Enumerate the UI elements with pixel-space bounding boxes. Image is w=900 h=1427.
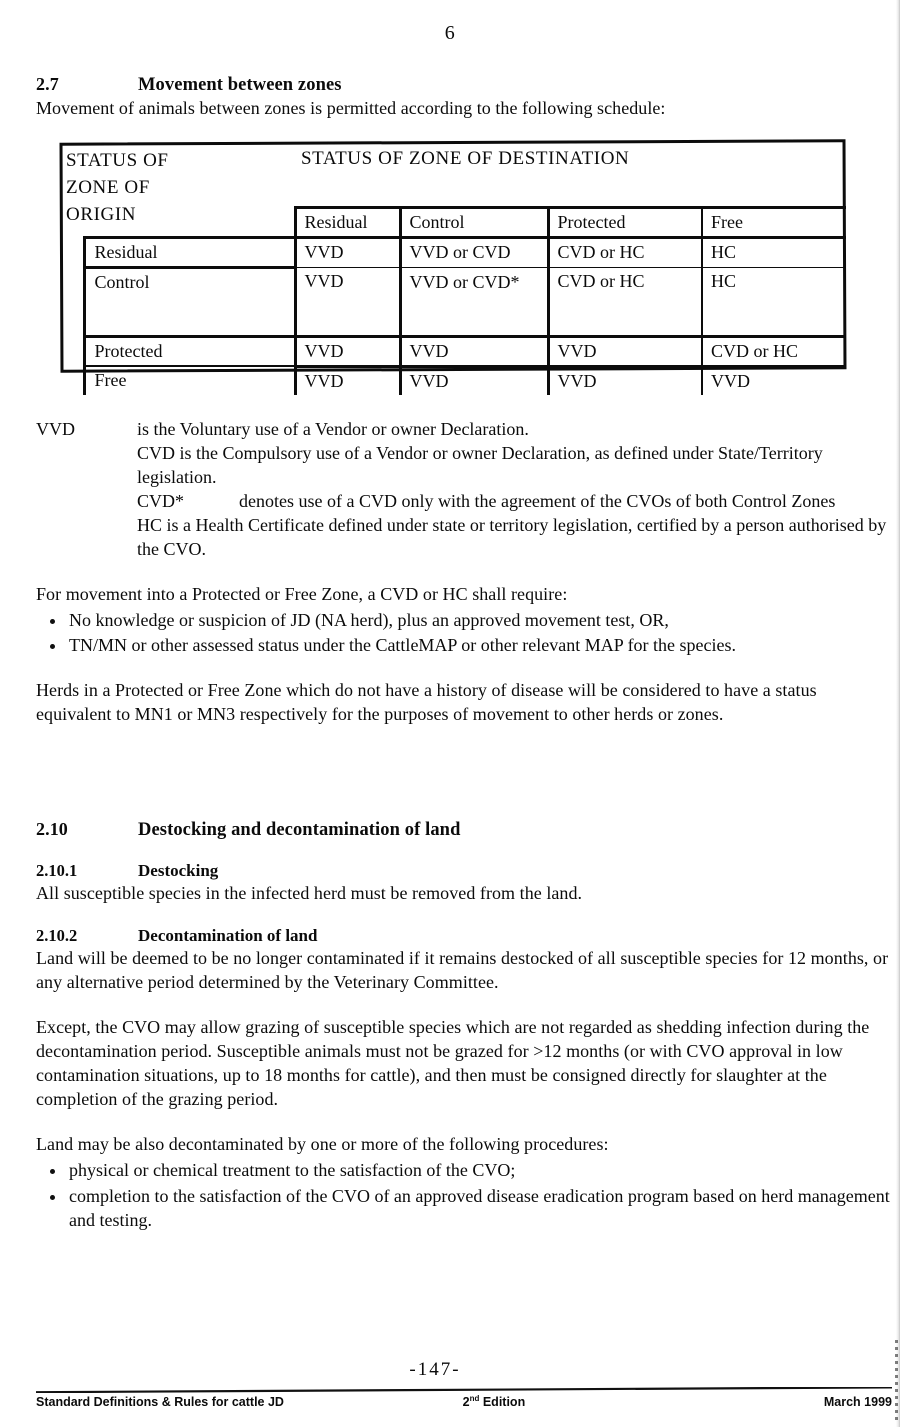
list-item: TN/MN or other assessed status under the CattleMAP or other relevant MAP for the species. — [36, 634, 892, 658]
section-number-2-10-2: 2.10.2 — [36, 926, 78, 946]
definition-body — [137, 417, 892, 562]
section-2-10-2-except-paragraph: Except, the CVO may allow grazing of susceptible species which are not regarded as shedding infection during the decontamination period. Susceptible animals must not be grazed for >12 months (or with CVO approval in low contamination situations, up to 18 months for cattle), and then must be consigned directly for slaughter at the completion of the grazing period. — [36, 1017, 870, 1109]
movement-requirements-list — [36, 609, 892, 659]
definition-key-vvd: VVD — [36, 418, 75, 439]
cell-control-control: VVD or CVD* — [400, 267, 548, 336]
page-content — [36, 74, 892, 1233]
cell-free-control: VVD — [400, 366, 548, 395]
list-item: physical or chemical treatment to the satisfaction of the CVO; — [36, 1159, 892, 1183]
cell-protected-free: CVD or HC — [702, 336, 846, 366]
definition-tag-cvd-star: CVD* — [137, 491, 185, 512]
section-heading-2-10 — [36, 819, 892, 841]
cell-free-free: VVD — [702, 366, 846, 395]
origin-header-cell — [60, 141, 295, 238]
zone-movement-table-wrap — [60, 141, 846, 395]
cell-free-residual: VVD — [295, 366, 400, 395]
column-header-free: Free — [702, 207, 846, 237]
left-gutter-column — [60, 237, 84, 395]
page-number-bottom: -147- — [409, 1358, 461, 1380]
list-item: completion to the satisfaction of the CVO of an approved disease eradication program based on herd management and testing. — [36, 1185, 892, 1233]
definition-cvd — [137, 441, 892, 489]
section-title-2-10: Destocking and decontamination of land — [138, 820, 461, 841]
cell-control-protected: CVD or HC — [548, 267, 702, 336]
cell-free-protected: VVD — [548, 366, 702, 395]
section-title-2-7: Movement between zones — [138, 75, 342, 95]
section-title-2-10-2: Decontamination of land — [138, 926, 318, 946]
origin-header-line-1: STATUS OF — [66, 149, 169, 171]
cell-protected-protected: VVD — [548, 336, 702, 366]
row-origin-protected: Protected — [84, 336, 295, 366]
definition-cvd-text: is the Compulsory use of a Vendor or owner Declaration, as defined under State/Territory legislation. — [137, 443, 823, 488]
section-heading-2-10-2 — [36, 926, 892, 946]
cell-residual-free: HC — [702, 237, 846, 267]
table-row — [60, 267, 846, 336]
table-row — [60, 237, 846, 267]
section-2-10-2-body: Land will be deemed to be no longer contaminated if it remains destocked of all susceptible species for 12 months, or any alternative period determined by the Veterinary Committee. — [36, 948, 889, 993]
section-2-10-1-body: All susceptible species in the infected herd must be removed from the land. — [36, 883, 583, 904]
row-origin-residual: Residual — [84, 237, 295, 267]
movement-requirements-intro: For movement into a Protected or Free Zone, a CVD or HC shall require: — [36, 583, 568, 604]
footer-edition-word: Edition — [479, 1395, 526, 1409]
cell-residual-protected: CVD or HC — [548, 237, 702, 267]
table-header-row-top — [60, 141, 846, 208]
section-title-2-10-1: Destocking — [138, 861, 219, 881]
zone-movement-table — [60, 141, 846, 395]
column-header-control: Control — [400, 207, 548, 237]
definition-vvd-text: is the Voluntary use of a Vendor or owner Declaration. — [137, 418, 529, 439]
scan-edge-artifact-bottom — [895, 1340, 898, 1420]
row-origin-free: Free — [84, 366, 295, 395]
cell-residual-residual: VVD — [295, 237, 400, 267]
definition-cvd-star-text: denotes use of a CVD only with the agreement of the CVOs of both Control Zones — [239, 491, 836, 512]
page-number-top: 6 — [444, 22, 456, 44]
definition-tag-cvd: CVD — [137, 443, 176, 464]
herds-status-note: Herds in a Protected or Free Zone which do not have a history of disease will be considered to have a status equivalent to MN1 or MN3 respectively for the purposes of movement to other herds or zones. — [36, 680, 817, 725]
footer-edition-number: 2 — [462, 1395, 470, 1409]
page-footer — [36, 1359, 892, 1409]
section-number-2-10-1: 2.10.1 — [36, 861, 78, 881]
section-2-7-intro: Movement of animals between zones is permitted according to the following schedule: — [36, 98, 666, 118]
row-origin-control: Control — [84, 267, 295, 336]
definition-hc-text: is a Health Certificate defined under state or territory legislation, certified by a person authorised by the CVO. — [137, 515, 887, 560]
footer-left-text: Standard Definitions & Rules for cattle JD — [36, 1395, 284, 1409]
procedures-list — [36, 1159, 892, 1233]
section-number-2-10: 2.10 — [36, 819, 68, 840]
origin-header-line-2: ZONE OF — [66, 176, 150, 198]
abbreviation-definitions — [36, 417, 892, 562]
footer-date: March 1999 — [823, 1395, 892, 1409]
cell-residual-control: VVD or CVD — [400, 237, 548, 267]
origin-header-line-3: ORIGIN — [66, 203, 137, 225]
definition-cvd-star — [137, 489, 892, 513]
list-item: No knowledge or suspicion of JD (NA herd), plus an approved movement test, OR, — [36, 609, 892, 633]
footer-edition — [463, 1394, 646, 1409]
section-heading-2-7 — [36, 74, 892, 96]
footer-row — [36, 1394, 892, 1409]
procedures-intro: Land may be also decontaminated by one or more of the following procedures: — [36, 1133, 609, 1154]
cell-protected-control: VVD — [400, 336, 548, 366]
scan-edge-artifact — [896, 0, 900, 1427]
column-header-protected: Protected — [548, 207, 702, 237]
definition-hc — [137, 513, 892, 561]
section-heading-2-10-1 — [36, 861, 892, 881]
footer-rule — [36, 1387, 892, 1391]
table-row — [60, 336, 846, 366]
footer-edition-ordinal: nd — [469, 1393, 480, 1403]
cell-control-residual: VVD — [295, 267, 400, 336]
table-row — [60, 366, 846, 395]
cell-control-free: HC — [702, 267, 846, 336]
cell-protected-residual: VVD — [295, 336, 400, 366]
definition-tag-hc: HC — [137, 515, 163, 536]
destination-header-cell: STATUS OF ZONE OF DESTINATION — [301, 147, 630, 169]
section-number-2-7: 2.7 — [36, 74, 59, 94]
column-header-residual: Residual — [295, 207, 400, 237]
